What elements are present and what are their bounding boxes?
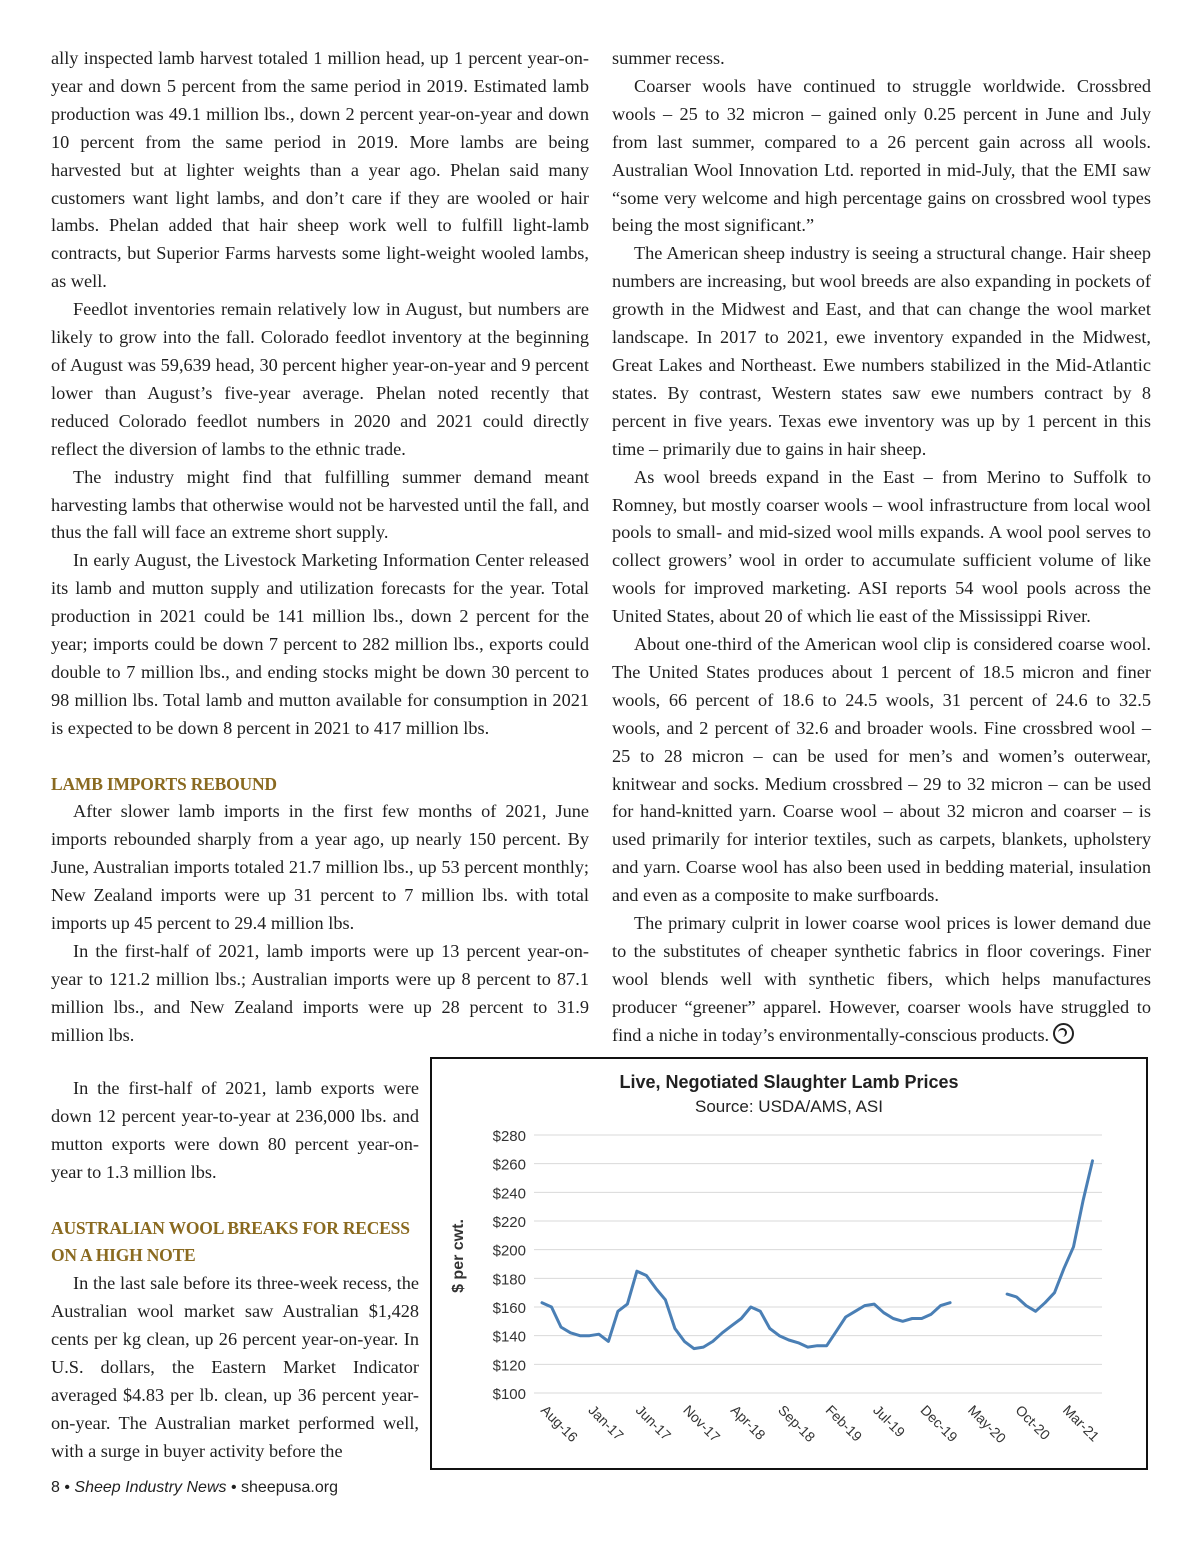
page-footer <box>51 1479 338 1497</box>
x-tick-label: Nov-17 <box>680 1401 724 1446</box>
chart-canvas <box>432 1059 1146 1468</box>
right-column <box>612 45 1151 1050</box>
y-tick-label: $160 <box>492 1300 526 1317</box>
x-tick-label: Dec-19 <box>917 1401 961 1446</box>
y-tick-label: $140 <box>492 1328 526 1346</box>
final-paragraph-text: The primary culprit in lower coarse wool prices is lower demand due to the substitutes of cheaper synthetic fabrics in floor coverings. Finer wool blends well with synthetic fibers, which helps manufactures producer “greener” apparel. However, coarser wools have struggled to find a niche in today’s environmentally-conscious products. <box>612 913 1151 1045</box>
article-paragraph: ally inspected lamb harvest totaled 1 million head, up 1 percent year-on-year and down 5 percent from the same period in 2019. Estimated lamb production was 49.1 million lbs., down 2 percent year-on-year and down 10 percent from the same period in 2019. More lambs are being harvested but at lighter weights than a year ago. Phelan said many customers want light lambs, and don’t care if they are wooled or hair lambs. Phelan added that hair sheep work well to fulfill light-lamb contracts, but Superior Farms harvests some light-weight wooled lambs, as well. <box>51 48 589 292</box>
x-tick-label: Sep-18 <box>775 1401 819 1446</box>
x-tick-label: Mar-21 <box>1059 1401 1103 1445</box>
lamb-price-chart <box>430 1057 1148 1470</box>
y-tick-label: $220 <box>492 1214 526 1231</box>
magazine-title: Sheep Industry News <box>74 1479 227 1496</box>
article-paragraph: In early August, the Livestock Marketing Information Center released its lamb and mutton supply and utilization forecasts for the year. Total production in 2021 could be 141 million lbs., down 2 percent for the year; imports could be down 7 percent to 282 million lbs., exports could double to 7 million lbs., and ending stocks might be down 30 percent to 98 million lbs. Total lamb and mutton available for consumption in 2021 is expected to be down 8 percent in 2021 to 417 million lbs. <box>51 550 589 738</box>
website-link: sheepusa.org <box>241 1479 338 1496</box>
series-line <box>542 1271 950 1348</box>
article-paragraph: In the last sale before its three-week recess, the Australian wool market saw Australian $1,428 cents per kg clean, up 26 percent year-on-year. In U.S. dollars, the Eastern Market Indicator averaged $4.83 per lb. clean, up 36 percent year-on-year. The Australian market performed well, with a surge in buyer activity before the <box>51 1273 419 1461</box>
y-tick-label: $120 <box>492 1357 526 1375</box>
article-paragraph: After slower lamb imports in the first few months of 2021, June imports rebounded sharply from a year ago, up nearly 150 percent. By June, Australian imports totaled 21.7 million lbs., up 53 percent monthly; New Zealand imports were up 31 percent to 7 million lbs. with total imports up 45 percent to 29.4 million lbs. <box>51 801 589 934</box>
section-gap <box>51 743 589 771</box>
x-tick-label: Apr-18 <box>727 1401 769 1443</box>
article-paragraph: About one-third of the American wool clip is considered coarse wool. The United States produces about 1 percent of 18.5 micron and finer wools, 66 percent of 18.6 to 24.5 wools, 31 percent of 24.6 to 32.5 wools, and 2 percent of 32.6 and broader wools. Fine crossbred wool – 25 to 28 micron – can be used for men’s and women’s outerwear, knitwear and socks. Medium crossbred – 29 to 32 micron – can be used for hand-knitted yarn. Coarse wool – about 32 micron and coarser – is used primarily for interior textiles, such as carpets, blankets, upholstery and yarn. Coarse wool has also been used in bedding material, insulation and even as a composite to make surfboards. <box>612 634 1151 906</box>
article-paragraph: Coarser wools have continued to struggle worldwide. Crossbred wools – 25 to 32 micron – gained only 0.25 percent in June and July from last summer, compared to a 26 percent gain across all wools. Australian Wool Innovation Ltd. reported in mid-July, that the EMI saw “some very welcome and high percentage gains on crossbred wool types being the most significant.” <box>612 75 1151 236</box>
section-gap <box>51 1187 419 1215</box>
series-line <box>1007 1161 1092 1312</box>
x-tick-label: Jul-19 <box>870 1401 909 1441</box>
x-tick-label: Feb-19 <box>822 1401 866 1445</box>
x-tick-label: Oct-20 <box>1012 1401 1054 1443</box>
x-tick-label: Jan-17 <box>585 1401 627 1444</box>
chart-subtitle: Source: USDA/AMS, ASI <box>694 1097 884 1116</box>
left-column-narrow <box>51 1075 419 1466</box>
article-paragraph-final <box>612 910 1151 1050</box>
article-paragraph: The American sheep industry is seeing a structural change. Hair sheep numbers are increasing, but wool breeds are also expanding in pockets of growth in the Midwest and East, and that can change the wool market landscape. In 2017 to 2021, ewe inventory expanded in the Midwest, Great Lakes and Northeast. Ewe numbers stabilized in the Mid-Atlantic states. By contrast, Western states saw ewe numbers contract by 8 percent in five years. Texas ewe inventory was up by 1 percent in this time – primarily due to gains in hair sheep. <box>612 243 1151 459</box>
chart-title: Live, Negotiated Slaughter Lamb Prices <box>619 1072 959 1092</box>
y-tick-label: $100 <box>492 1386 526 1403</box>
article-paragraph: The industry might find that fulfilling summer demand meant harvesting lambs that otherwise would not be harvested until the fall, and thus the fall will face an extreme short supply. <box>51 466 589 543</box>
x-tick-label: Jun-17 <box>632 1401 675 1444</box>
y-tick-label: $280 <box>492 1128 526 1145</box>
article-paragraph: summer recess. <box>612 48 725 68</box>
section-heading-lamb-imports: LAMB IMPORTS REBOUND <box>51 773 277 794</box>
page-number: 8 <box>51 1479 60 1496</box>
left-column <box>51 45 589 1050</box>
article-paragraph: In the first-half of 2021, lamb exports were down 12 percent year-to-year at 236,000 lbs. and mutton exports were down 80 percent year-on-year to 1.3 million lbs. <box>51 1078 419 1182</box>
footer-bullet: • <box>230 1479 237 1496</box>
section-heading-australian-wool: AUSTRALIAN WOOL BREAKS FOR RECESS ON A HIGH NOTE <box>51 1217 410 1266</box>
y-tick-label: $180 <box>492 1271 526 1289</box>
y-tick-label: $260 <box>492 1156 526 1174</box>
x-tick-label: Aug-16 <box>537 1401 582 1446</box>
end-of-article-icon <box>1053 1023 1074 1044</box>
y-tick-label: $240 <box>492 1185 526 1203</box>
y-axis-label: $ per cwt. <box>450 1219 467 1293</box>
x-tick-label: May-20 <box>964 1401 1010 1447</box>
footer-bullet: • <box>64 1479 70 1496</box>
article-paragraph: In the first-half of 2021, lamb imports were up 13 percent year-on-year to 121.2 million lbs.; Australian imports were up 8 percent to 87.1 million lbs., and New Zealand imports were up 28 percent to 31.9 million lbs. <box>51 940 589 1045</box>
article-paragraph: Feedlot inventories remain relatively low in August, but numbers are likely to grow into the fall. Colorado feedlot inventory at the beginning of August was 59,639 head, 30 percent higher year-on-year and 9 percent lower than August’s five-year average. Phelan noted recently that reduced Colorado feedlot numbers in 2020 and 2021 could directly reflect the diversion of lambs to the ethnic trade. <box>51 299 589 459</box>
article-paragraph: As wool breeds expand in the East – from Merino to Suffolk to Romney, but mostly coarser wools – wool infrastructure from local wool pools to small- and mid-sized wool mills expands. A wool pool serves to collect growers’ wool in order to accumulate sufficient volume of like wools for improved marketing. ASI reports 54 wool pools across the United States, about 20 of which lie east of the Mississippi River. <box>612 466 1151 627</box>
y-tick-label: $200 <box>492 1242 526 1260</box>
